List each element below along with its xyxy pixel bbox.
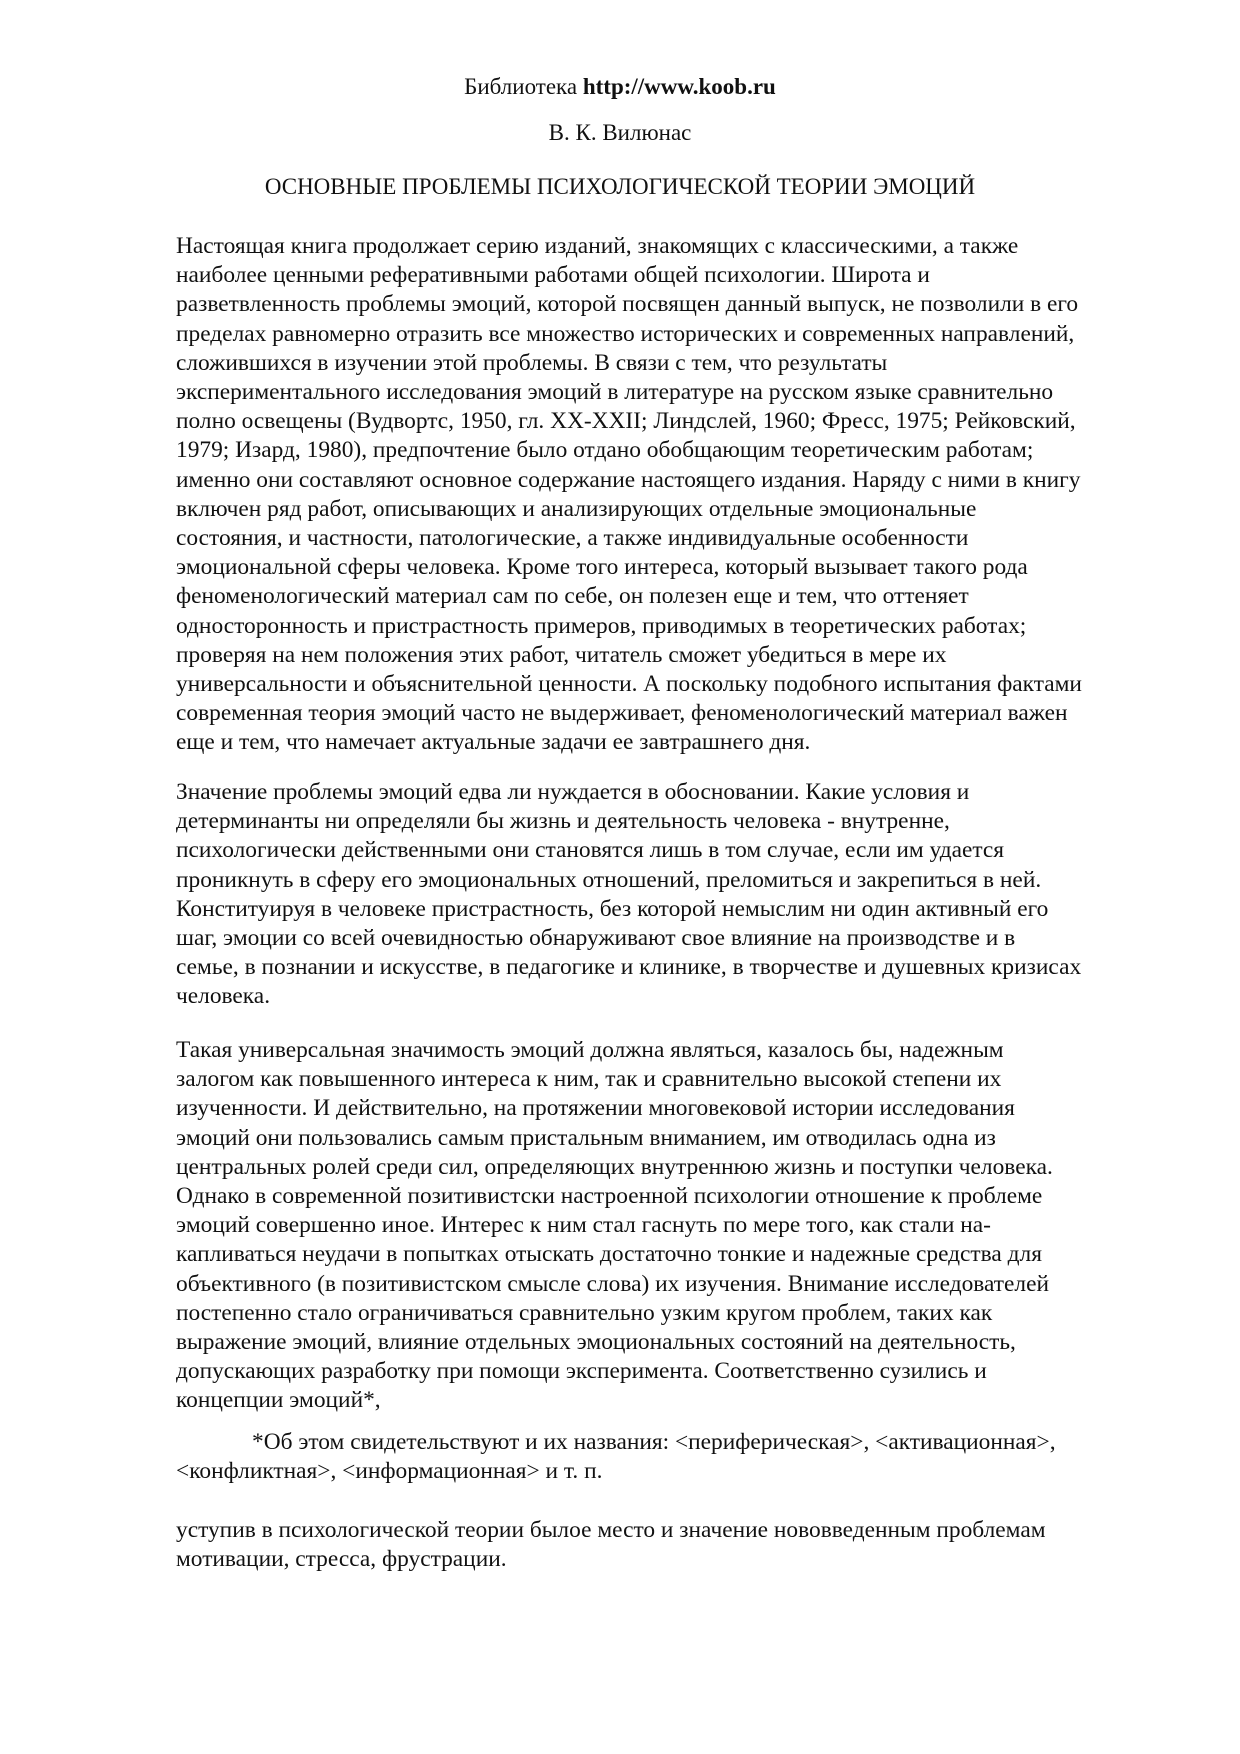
paragraph-1 xyxy=(176,232,1176,758)
closing-paragraph xyxy=(176,1516,1176,1574)
text-line: еще и тем, что намечает актуальные задачи ее завтрашнего дня. xyxy=(176,729,811,756)
text-line: шаг, эмоции со всей очевидностью обнаруживают свое влияние на производстве и в xyxy=(176,925,1016,952)
text-line: сложившихся в изучении этой проблемы. В связи с тем, что результаты xyxy=(176,349,888,376)
text-line: центральных ролей среди сил, определяющих внутреннюю жизнь и поступки человека. xyxy=(176,1153,1053,1180)
text-line: феноменологический материал сам по себе, он полезен еще и тем, что оттеняет xyxy=(176,583,969,610)
text-line: Конституируя в человеке пристрастность, без которой немыслим ни один активный его xyxy=(176,895,1049,922)
text-line: 1979; Изард, 1980), предпочтение было отдано обобщающим теоретическим работам; xyxy=(176,437,1034,464)
text-line: Однако в современной позитивистски настроенной психологии отношение к проблеме xyxy=(176,1183,1043,1210)
text-line: экспериментального исследования эмоций в литературе на русском языке сравнительно xyxy=(176,379,1054,406)
text-line: полно освещены (Вудвортс, 1950, гл. XX-XXII; Линдслей, 1960; Фресс, 1975; Рейковский, xyxy=(176,408,1076,435)
text-line: семье, в познании и искусстве, в педагогике и клинике, в творчестве и душевных кризисах xyxy=(176,954,1082,981)
text-line: объективного (в позитивистском смысле слова) их изучения. Внимание исследователей xyxy=(176,1270,1049,1297)
text-line: концепции эмоций*, xyxy=(176,1387,381,1414)
text-line: наиболее ценными реферативными работами общей психологии. Широта и xyxy=(176,262,930,289)
text-line: универсальности и объяснительной ценности. А поскольку подобного испытания фактами xyxy=(176,671,1082,698)
paragraph-3 xyxy=(176,1036,1176,1416)
text-line: Такая универсальная значимость эмоций должна являться, казалось бы, надежным xyxy=(176,1037,1004,1063)
text-line: включен ряд работ, описывающих и анализирующих отдельные эмоциональные xyxy=(176,495,977,522)
library-header xyxy=(0,72,1240,102)
text-line: выражение эмоций, влияние отдельных эмоциональных состояний на деятельность, xyxy=(176,1329,1016,1356)
text-line: пределах равномерно отразить все множество исторических и современных направлений, xyxy=(176,320,1075,347)
text-line: состояния, и частности, патологические, а также индивидуальные особенности xyxy=(176,525,969,552)
text-line: односторонность и пристрастность примеров, приводимых в теоретических работах; xyxy=(176,612,1027,639)
text-line: проникнуть в сферу его эмоциональных отношений, преломиться и закрепиться в ней. xyxy=(176,866,1042,893)
text-line: постепенно стало ограничиваться сравнительно узким кругом проблем, таких как xyxy=(176,1299,993,1326)
footnote-line: *Об этом свидетельствуют и их названия: <периферическая>, <активационная>, xyxy=(252,1429,1056,1455)
text-line: детерминанты ни определяли бы жизнь и деятельность человека - внутренне, xyxy=(176,808,950,835)
library-url-link[interactable]: http://www.koob.ru xyxy=(582,74,776,99)
text-line: мотивации, стресса, фрустрации. xyxy=(176,1546,507,1573)
text-line: изученности. И действительно, на протяжении многовековой истории исследования xyxy=(176,1095,1015,1122)
text-line: допускающих разработку при помощи эксперимента. Соответственно сузились и xyxy=(176,1358,987,1385)
footnote-line: <конфликтная>, <информационная> и т. п. xyxy=(176,1458,603,1485)
text-line: уступив в психологической теории былое место и значение нововведенным проблемам xyxy=(176,1517,1046,1543)
document-title: ОСНОВНЫЕ ПРОБЛЕМЫ ПСИХОЛОГИЧЕСКОЙ ТЕОРИИ ЭМОЦИЙ xyxy=(264,174,976,199)
text-line: капливаться неудачи в попытках отыскать достаточно тонкие и надежные средства для xyxy=(176,1241,1042,1268)
paragraph-2 xyxy=(176,778,1176,1012)
text-line: психологически действенными они становятся лишь в том случае, если им удается xyxy=(176,837,1005,864)
text-line: современная теория эмоций часто не выдерживает, феноменологический материал важен xyxy=(176,700,1068,727)
library-prefix: Библиотека xyxy=(464,74,583,99)
text-line: проверяя на нем положения этих работ, читатель сможет убедиться в мере их xyxy=(176,641,947,668)
footnote xyxy=(176,1428,1176,1486)
text-line: человека. xyxy=(176,983,271,1010)
text-line: именно они составляют основное содержание настоящего издания. Наряду с ними в книгу xyxy=(176,466,1081,493)
text-line: Настоящая книга продолжает серию изданий, знакомящих с классическими, а также xyxy=(176,233,1019,259)
text-line: эмоций совершенно иное. Интерес к ним стал гаснуть по мере того, как стали на- xyxy=(176,1212,991,1239)
text-line: Значение проблемы эмоций едва ли нуждается в обосновании. Какие условия и xyxy=(176,779,970,805)
author-name: В. К. Вилюнас xyxy=(548,120,692,145)
text-line: залогом как повышенного интереса к ним, так и сравнительно высокой степени их xyxy=(176,1066,1002,1093)
text-line: разветвленность проблемы эмоций, которой посвящен данный выпуск, не позволили в его xyxy=(176,291,1079,318)
text-line: эмоциональной сферы человека. Кроме того интереса, который вызывает такого рода xyxy=(176,554,1028,581)
text-line: эмоций они пользовались самым пристальным вниманием, им отводилась одна из xyxy=(176,1124,996,1151)
